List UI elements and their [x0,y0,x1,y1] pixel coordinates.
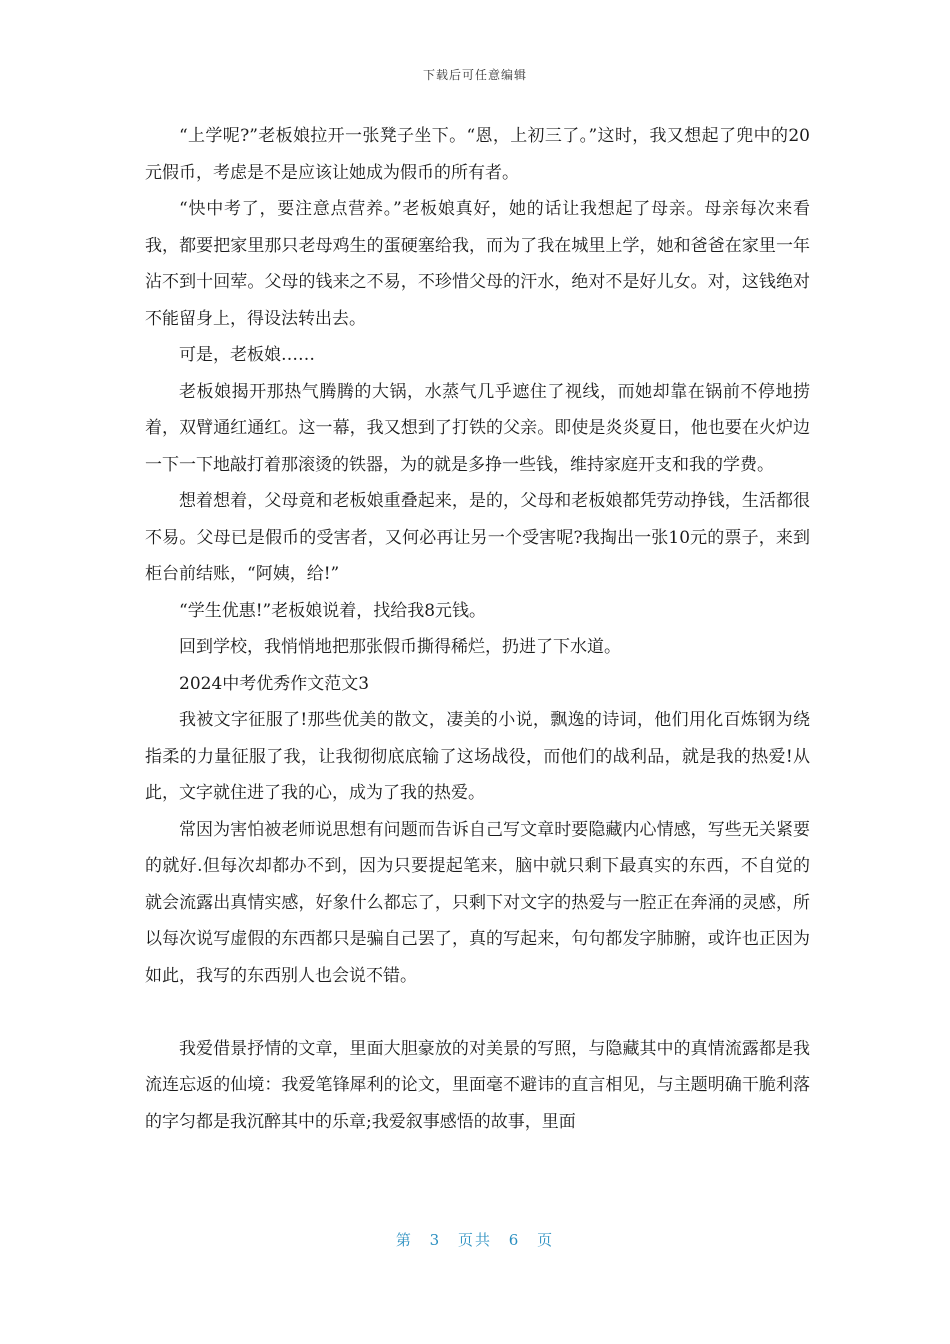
paragraph: 老板娘揭开那热气腾腾的大锅，水蒸气几乎遮住了视线，而她却靠在锅前不停地捞着，双臂通红通红。这一幕，我又想到了打铁的父亲。即使是炎炎夏日，他也要在火炉边一下一下地敲打着那滚烫的铁器，为的就是多挣一些钱，维持家庭开支和我的学费。 [145,381,810,475]
paragraph: 想着想着，父母竟和老板娘重叠起来，是的，父母和老板娘都凭劳动挣钱，生活都很不易。父母已是假币的受害者，又何必再让另一个受害呢?我掏出一张10元的票子，来到柜台前结账，“阿姨，给!” [145,491,810,584]
paragraph: 常因为害怕被老师说思想有问题而告诉自己写文章时要隐藏内心情感，写些无关紧要的就好.但每次却都办不到，因为只要提起笔来，脑中就只剩下最真实的东西，不自觉的就会流露出真情实感，好象什么都忘了，只剩下对文字的热爱与一腔正在奔涌的灵感，所以每次说写虚假的东西都只是骗自己罢了，真的写起来，句句都发字肺腑，或许也正因为如此，我写的东西别人也会说不错。 [145,819,810,986]
paragraph: 可是，老板娘…… [179,345,315,365]
paragraph: 我被文字征服了!那些优美的散文，凄美的小说，飘逸的诗词，他们用化百炼钢为绕指柔的力量征服了我，让我彻彻底底输了这场战役，而他们的战利品，就是我的热爱!从此，文字就住进了我的心，成为了我的热爱。 [145,710,810,803]
section-heading: 2024中考优秀作文范文3 [179,673,370,694]
page-header: 下载后可任意编辑 [422,68,527,82]
paragraph: “学生优惠!”老板娘说着，找给我8元钱。 [179,600,487,621]
document-body [145,118,810,1140]
paragraph: 回到学校，我悄悄地把那张假币撕得稀烂，扔进了下水道。 [179,637,621,657]
paragraph: 我爱借景抒情的文章，里面大胆豪放的对美景的写照，与隐藏其中的真情流露都是我流连忘返的仙境：我爱笔锋犀利的论文，里面毫不避讳的直言相见，与主题明确干脆利落的字匀都是我沉醉其中的乐章;我爱叙事感悟的故事，里面 [145,1038,810,1132]
paragraph-gap [145,994,810,1031]
paragraph: “快中考了，要注意点营养。”老板娘真好，她的话让我想起了母亲。母亲每次来看我，都要把家里那只老母鸡生的蛋硬塞给我，而为了我在城里上学，她和爸爸在家里一年沾不到十回荤。父母的钱来之不易，不珍惜父母的汗水，绝对不是好儿女。对，这钱绝对不能留身上，得设法转出去。 [145,199,810,329]
page-footer: 第 3 页共 6 页 [395,1231,555,1249]
paragraph: “上学呢?”老板娘拉开一张凳子坐下。“恩，上初三了。”这时，我又想起了兜中的20元假币，考虑是不是应该让她成为假币的所有者。 [145,126,810,183]
